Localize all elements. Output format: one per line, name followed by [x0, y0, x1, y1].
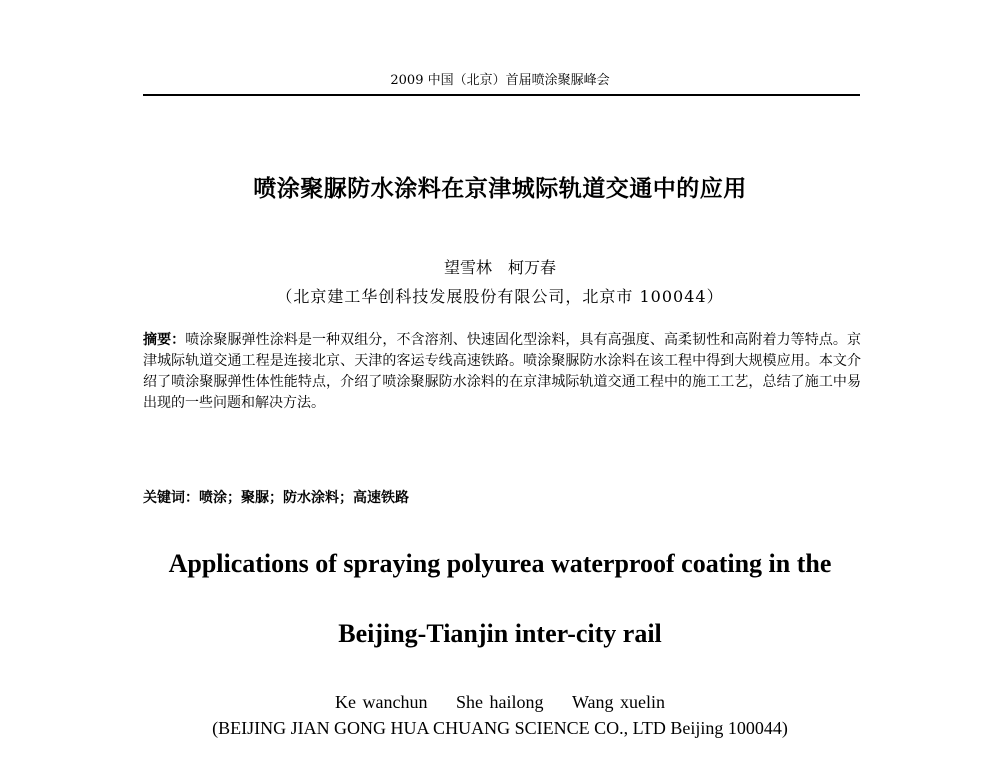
english-authors [0, 692, 1000, 713]
running-header: 2009 中国（北京）首届喷涂聚脲峰会 [390, 73, 610, 88]
chinese-authors: 望雪林 柯万春 [443, 258, 556, 277]
chinese-affiliation: （北京建工华创科技发展股份有限公司，北京市 100044） [276, 287, 724, 306]
abstract-text: 喷涂聚脲弹性涂料是一种双组分，不含溶剂、快速固化型涂料，具有高强度、高柔韧性和高附着力等特点。京津城际轨道交通工程是连接北京、天津的客运专线高速铁路。喷涂聚脲防水涂料在该工程中得到大规模应用。本文介绍了喷涂聚脲弹性体性能特点，介绍了喷涂聚脲防水涂料的在京津城际轨道交通工程中的施工工艺，总结了施工中易出现的一些问题和解决方法。 [143, 332, 862, 411]
chinese-abstract [143, 330, 861, 414]
author-name: Ke wanchun [335, 692, 428, 712]
author-name: Wang xuelin [571, 692, 665, 712]
chinese-title: 喷涂聚脲防水涂料在京津城际轨道交通中的应用 [253, 176, 747, 202]
chinese-keywords: 关键词：喷涂；聚脲；防水涂料；高速铁路 [143, 490, 409, 506]
english-affiliation: (BEIJING JIAN GONG HUA CHUANG SCIENCE CO., LTD Beijing 100044) [212, 718, 788, 738]
header-rule [143, 94, 860, 96]
author-name: She hailong [455, 692, 544, 712]
english-title-line-2: Beijing-Tianjin inter-city rail [338, 619, 662, 648]
abstract-label: 摘要： [143, 332, 186, 348]
english-title-line-1: Applications of spraying polyurea waterproof coating in the [168, 549, 832, 578]
